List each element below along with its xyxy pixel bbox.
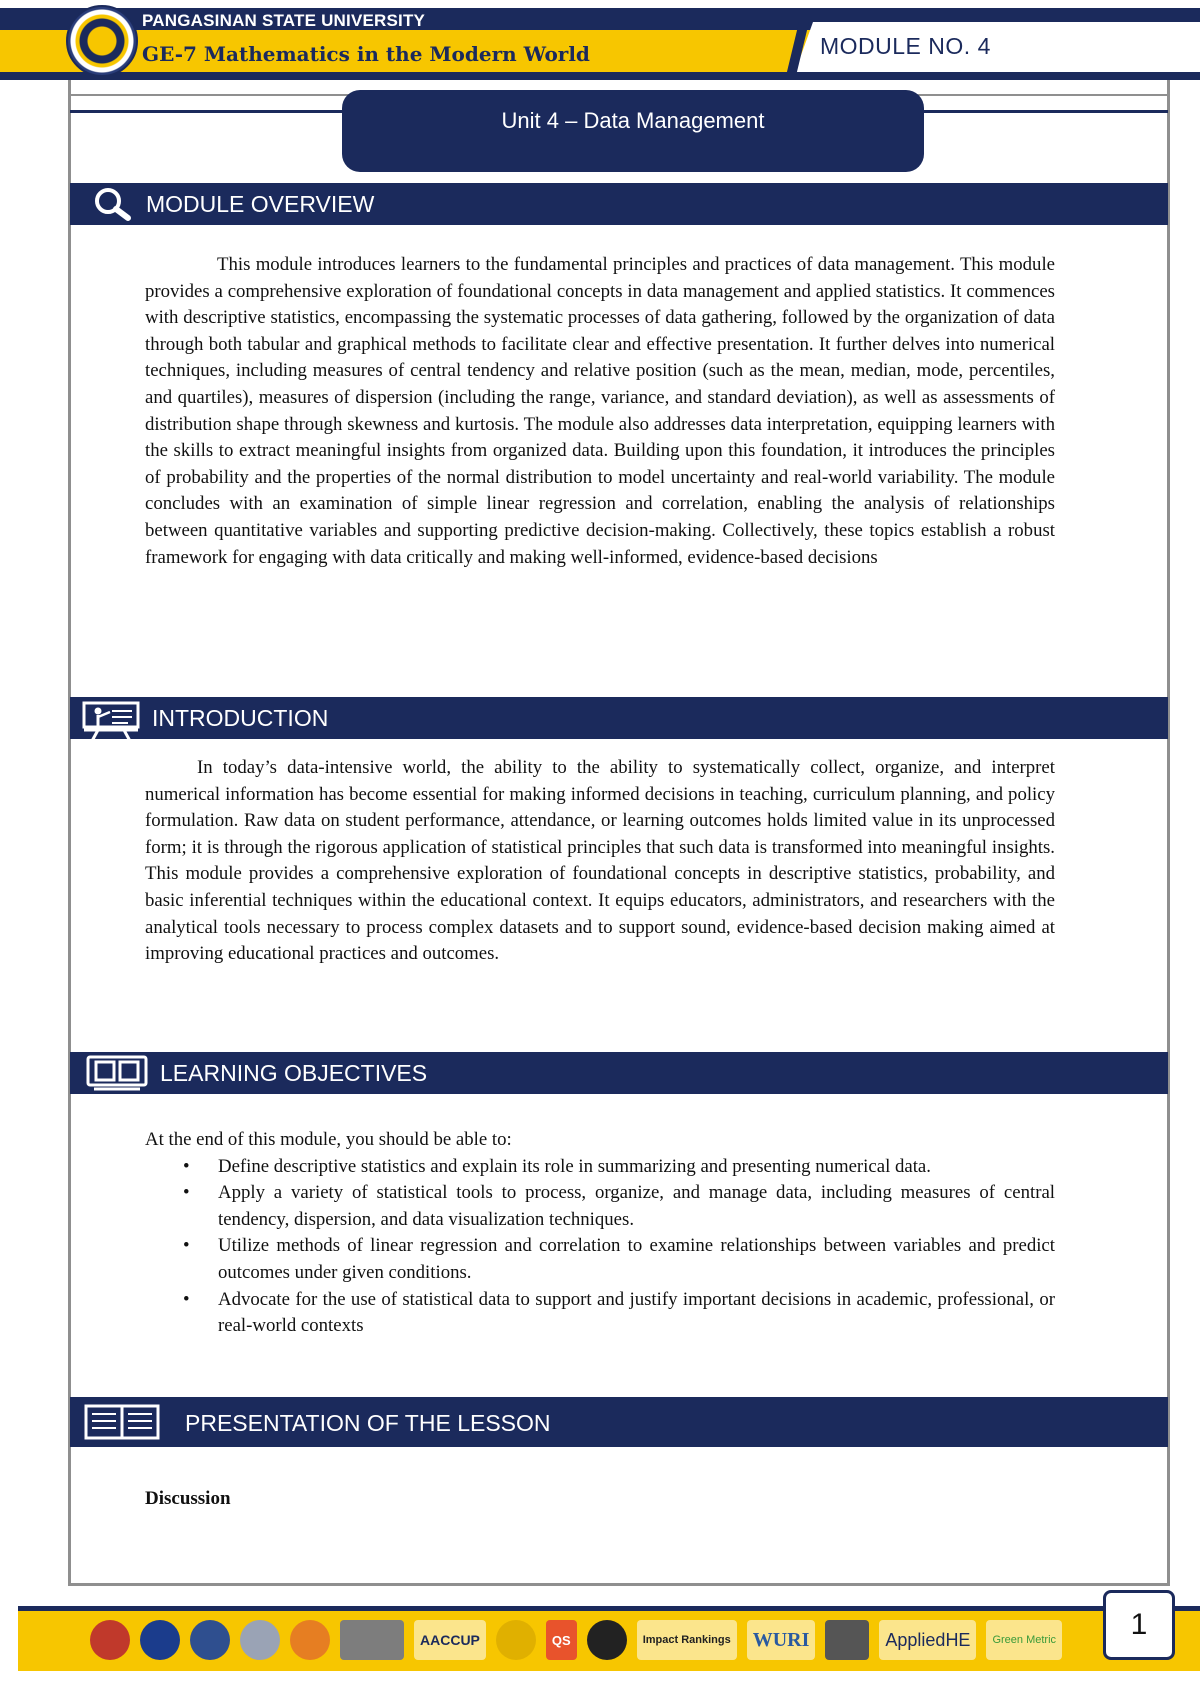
section-title-overview: MODULE OVERVIEW xyxy=(146,191,375,217)
wuri-logo: WURI xyxy=(747,1620,816,1660)
bullet-icon: • xyxy=(183,1288,190,1310)
section-bar-introduction xyxy=(70,697,1168,739)
lesson-book-icon xyxy=(84,1404,160,1446)
header-bottom-band xyxy=(0,72,1200,80)
module-number: MODULE NO. 4 xyxy=(820,33,991,59)
objective-text: Advocate for the use of statistical data to support and justify important decisions in academic, professional, or real-world contexts xyxy=(218,1288,1055,1337)
asean-logo-icon xyxy=(140,1620,180,1660)
list-item xyxy=(145,1233,1055,1286)
objectives-block xyxy=(145,1127,1055,1340)
objective-text: Define descriptive statistics and explain its role in summarizing and presenting numerical data. xyxy=(218,1155,931,1177)
appliedhe-logo: AppliedHE xyxy=(879,1620,976,1660)
qs-logo: QS xyxy=(546,1620,577,1660)
magnifier-icon xyxy=(92,187,134,227)
iso-logo-icon xyxy=(290,1620,330,1660)
course-title: GE-7 Mathematics in the Modern World xyxy=(142,42,590,66)
bullet-icon: • xyxy=(183,1182,190,1204)
overview-paragraph xyxy=(145,252,1055,571)
section-title-presentation: PRESENTATION OF THE LESSON xyxy=(185,1410,551,1436)
section-title-introduction: INTRODUCTION xyxy=(152,705,329,731)
bullet-icon: • xyxy=(183,1235,190,1257)
introduction-paragraph xyxy=(145,755,1055,968)
prime-logo-icon xyxy=(496,1620,536,1660)
discussion-heading: Discussion xyxy=(145,1488,231,1509)
seal-logo-icon xyxy=(190,1620,230,1660)
seal-logo-icon xyxy=(240,1620,280,1660)
objective-text: Apply a variety of statistical tools to process, organize, and manage data, including measures of central tendency, dispersion, and data visualization techniques. xyxy=(218,1182,1055,1230)
objective-text: Utilize methods of linear regression and correlation to examine relationships between variables and predict outcomes under given conditions. xyxy=(218,1235,1055,1283)
list-item xyxy=(145,1154,1055,1181)
page-number: 1 xyxy=(1103,1590,1175,1660)
impact-rankings-logo: Impact Rankings xyxy=(637,1620,737,1660)
unit-title: Unit 4 – Data Management xyxy=(342,90,924,172)
accreditation-logos xyxy=(90,1620,1062,1660)
ph-flag-logo-icon xyxy=(90,1620,130,1660)
section-title-objectives: LEARNING OBJECTIVES xyxy=(160,1060,428,1086)
teacher-board-icon xyxy=(80,700,142,748)
section-bar-presentation xyxy=(70,1397,1168,1447)
section-bar-overview xyxy=(70,183,1168,225)
bullet-icon: • xyxy=(183,1155,190,1177)
green-metric-logo: Green Metric xyxy=(986,1620,1062,1660)
open-book-icon xyxy=(86,1055,148,1097)
gray-badge-logo-icon xyxy=(340,1620,404,1660)
objectives-list xyxy=(145,1154,1055,1340)
list-item xyxy=(145,1180,1055,1233)
introduction-text: In today’s data-intensive world, the ability to the ability to systematically collect, organize, and interpret numerical information has become essential for making informed decisions in teaching, curriculum planning, and policy formulation. Raw data on student performance, attendance, or learning outcomes holds limited value in its unprocessed form; it is through the rigorous application of statistical principles that such data is transformed into meaningful insights. This module provides a comprehensive exploration of foundational concepts in descriptive statistics, probability, and basic inferential techniques within the educational context. It equips educators, administrators, and researchers with the analytical tools necessary to process complex datasets and to support sound, evidence-based decision making aimed at improving educational practices and outcomes. xyxy=(145,757,1055,965)
overview-text: This module introduces learners to the fundamental principles and practices of data management. This module provides a comprehensive exploration of foundational concepts in data management and applied statistics. It commences with descriptive statistics, encompassing the systematic processes of data gathering, followed by the organization of data through both tabular and graphical methods to facilitate clear and effective presentation. It further delves into numerical techniques, including measures of central tendency and relative position (such as the mean, median, mode, percentiles, and quartiles), measures of dispersion (including the range, variance, and standard deviation), as well as assessments of distribution shape through skewness and kurtosis. The module also addresses data interpretation, equipping learners with the skills to extract meaningful insights from organized data. Building upon this foundation, it introduces the principles of probability and the properties of the normal distribution to model uncertainty and real-world variability. The module concludes with an examination of simple linear regression and correlation, enabling the analysis of relationships between quantitative variables and supporting predictive decision-making. Collectively, these topics establish a robust framework for engaging with data critically and making well-informed, evidence-based decisions xyxy=(145,254,1055,568)
world-ranking-logo-icon xyxy=(825,1620,869,1660)
aaccup-logo: AACCUP xyxy=(414,1620,486,1660)
university-name: PANGASINAN STATE UNIVERSITY xyxy=(142,11,426,30)
university-seal-icon xyxy=(66,5,138,77)
section-bar-objectives xyxy=(70,1052,1168,1094)
the-logo-icon xyxy=(587,1620,627,1660)
objectives-lead: At the end of this module, you should be able to: xyxy=(145,1129,512,1150)
list-item xyxy=(145,1287,1055,1340)
